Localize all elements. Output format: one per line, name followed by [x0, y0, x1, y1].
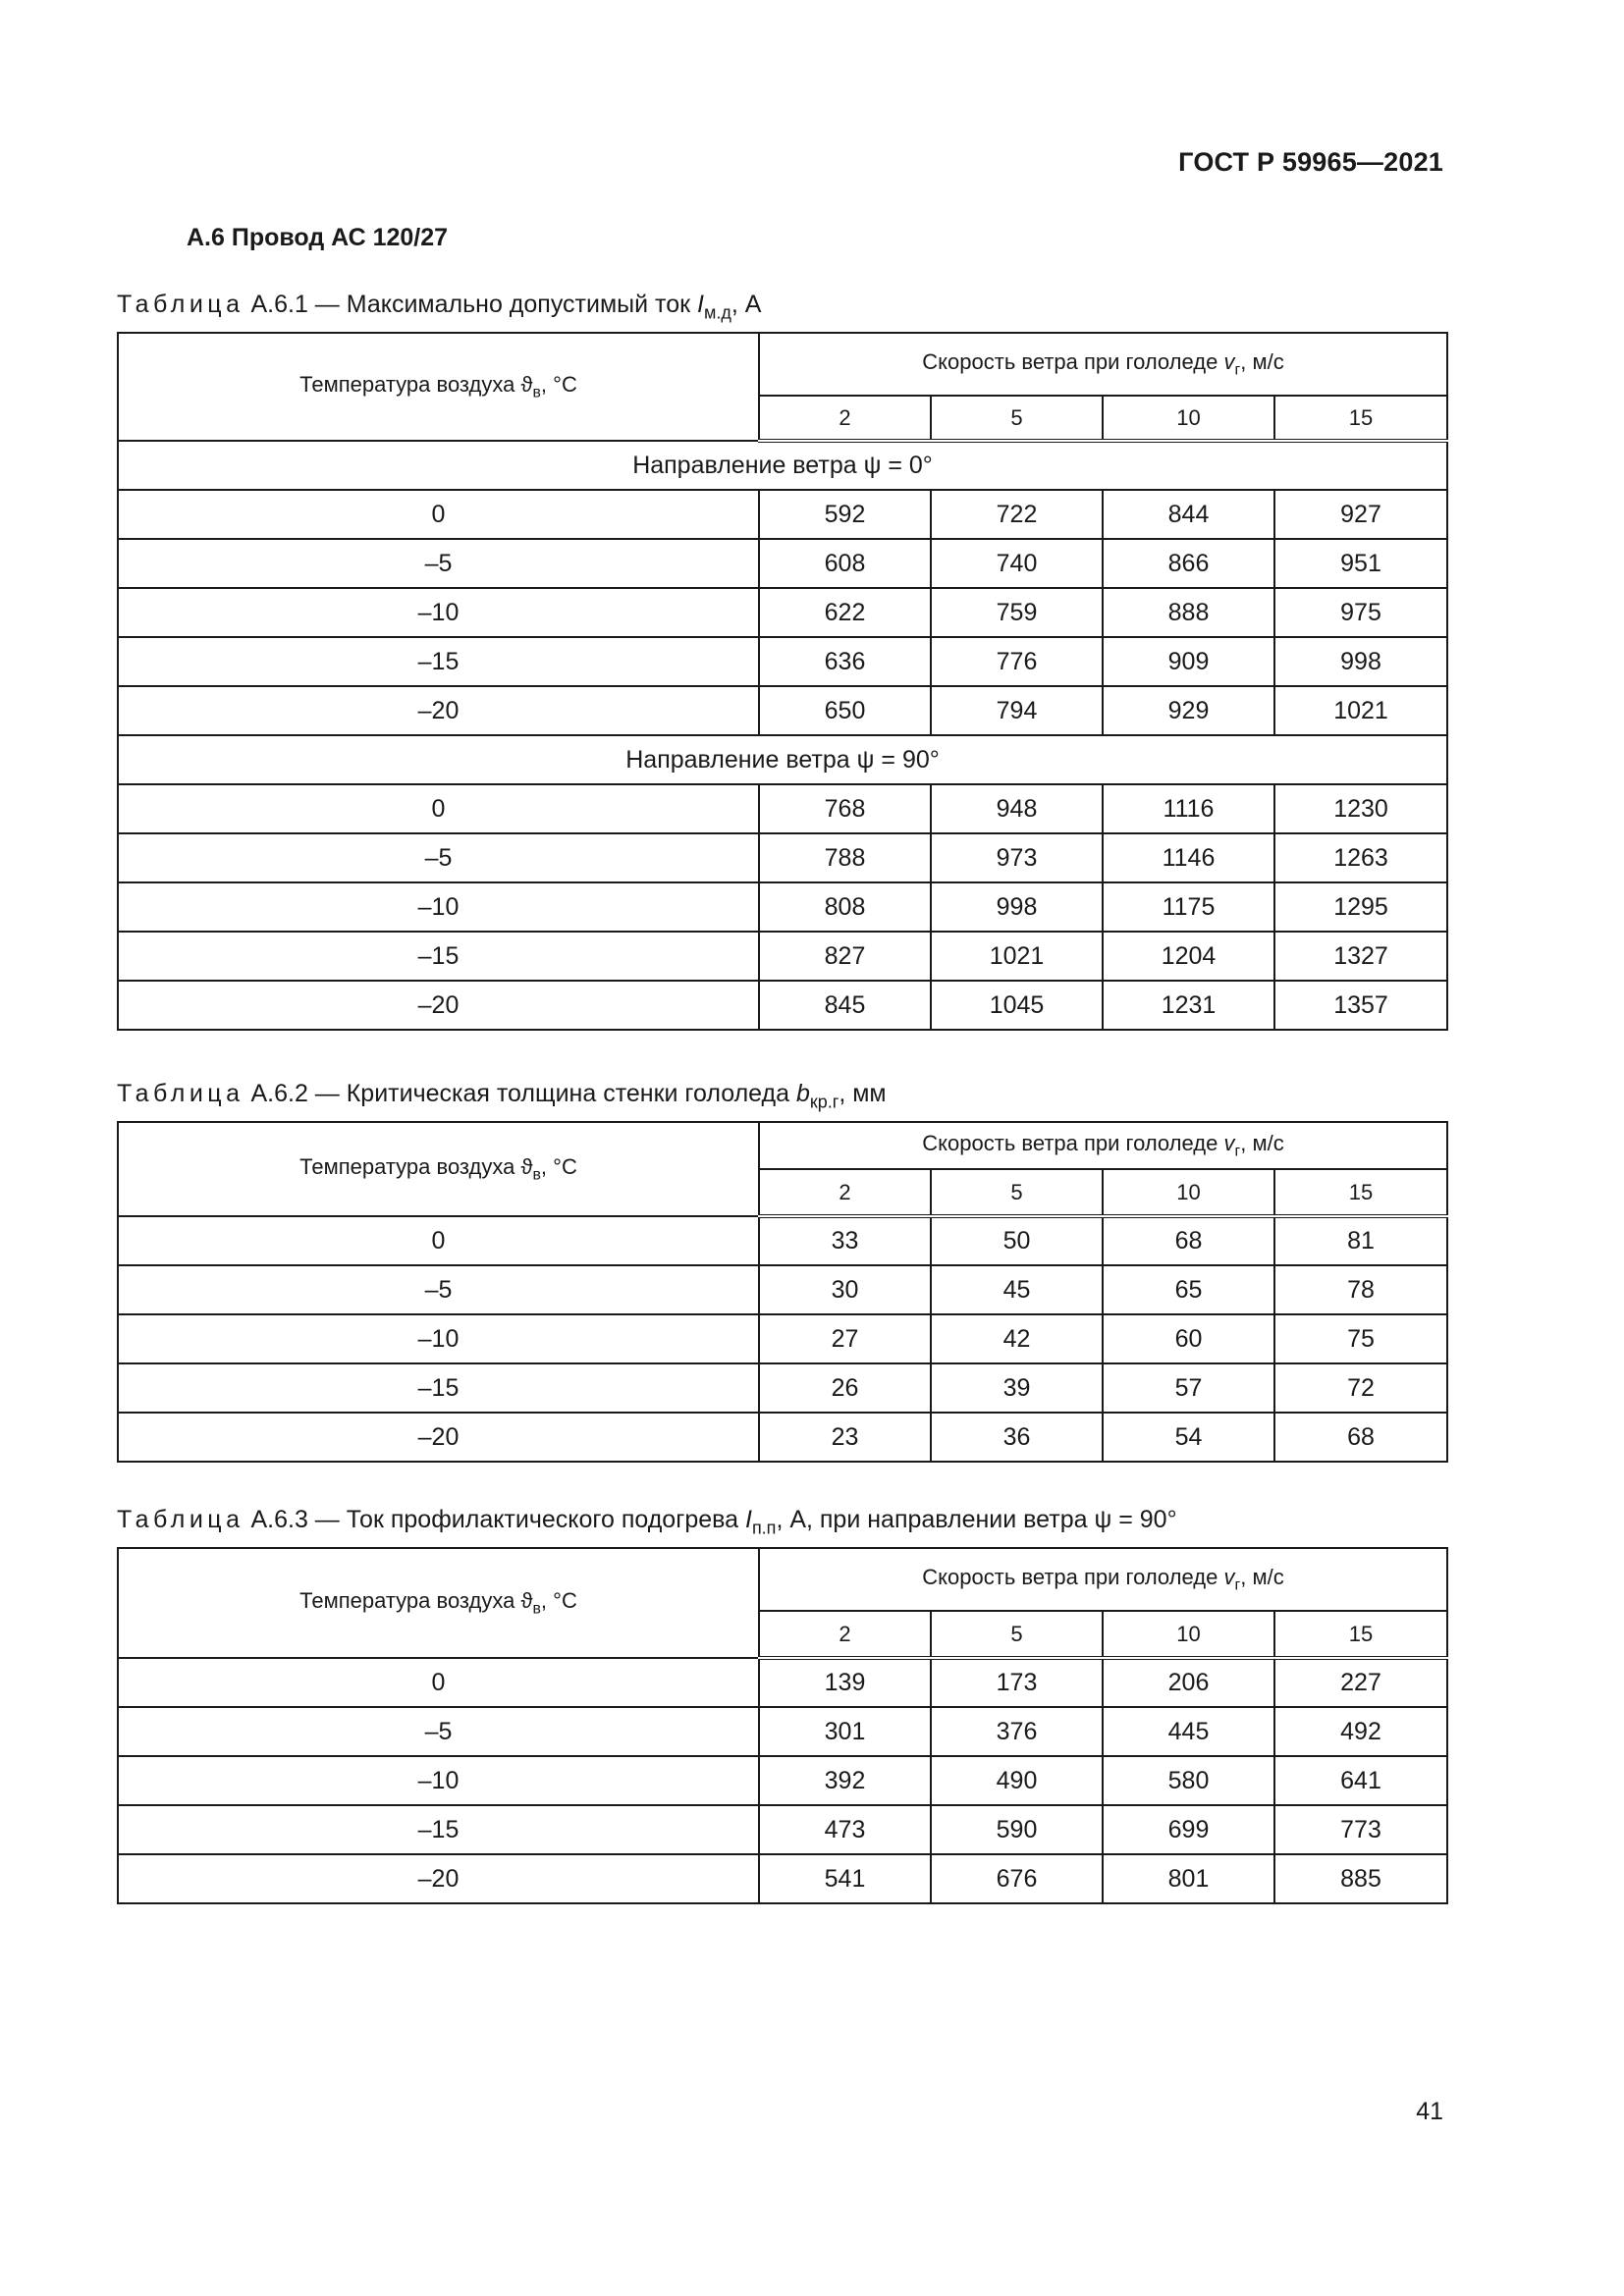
- table-row: [118, 686, 1447, 735]
- temp-cell: 0: [118, 784, 759, 833]
- wind-header-sub: г: [1234, 361, 1241, 379]
- value-cell: 1231: [1103, 981, 1274, 1030]
- table1-caption-unit: , А: [731, 291, 762, 318]
- value-cell: 998: [931, 882, 1103, 932]
- wind-header-unit: , м/с: [1240, 1130, 1284, 1155]
- value-cell: 676: [931, 1854, 1103, 1903]
- temp-cell: –20: [118, 981, 759, 1030]
- value-cell: 206: [1103, 1658, 1274, 1707]
- temp-cell: –5: [118, 833, 759, 882]
- value-cell: 68: [1274, 1413, 1447, 1462]
- table2-caption-text: А.6.2 — Критическая толщина стенки гололеда: [244, 1080, 796, 1107]
- wind-header-unit: , м/с: [1240, 348, 1284, 374]
- value-cell: 773: [1274, 1805, 1447, 1854]
- wind-header-text: Скорость ветра при гололеде: [922, 1130, 1224, 1155]
- value-cell: 580: [1103, 1756, 1274, 1805]
- table3-caption-text: А.6.3 — Ток профилактического подогрева: [244, 1506, 745, 1533]
- table2-speed-cell: 10: [1103, 1169, 1274, 1216]
- temp-cell: –20: [118, 686, 759, 735]
- value-cell: 392: [759, 1756, 931, 1805]
- temp-cell: –10: [118, 588, 759, 637]
- page-number: 41: [1416, 2098, 1443, 2125]
- wind-header-sub: г: [1234, 1576, 1241, 1594]
- value-cell: 26: [759, 1363, 931, 1413]
- table-row: [118, 932, 1447, 981]
- value-cell: 636: [759, 637, 931, 686]
- table1-caption-sub: м.д: [703, 302, 731, 323]
- value-cell: 885: [1274, 1854, 1447, 1903]
- table3-speed-cell: 15: [1274, 1611, 1447, 1658]
- value-cell: 78: [1274, 1265, 1447, 1314]
- table-row: [118, 1658, 1447, 1707]
- value-cell: 227: [1274, 1658, 1447, 1707]
- table-row: [118, 784, 1447, 833]
- table3-speed-cell: 5: [931, 1611, 1103, 1658]
- value-cell: 1175: [1103, 882, 1274, 932]
- table2-caption: [117, 1080, 887, 1112]
- value-cell: 75: [1274, 1314, 1447, 1363]
- value-cell: 641: [1274, 1756, 1447, 1805]
- table-row: [118, 539, 1447, 588]
- table3-caption-sub: п.п: [751, 1518, 777, 1538]
- group-row: [118, 441, 1447, 490]
- value-cell: 909: [1103, 637, 1274, 686]
- temp-cell: 0: [118, 1658, 759, 1707]
- table3-header-row: [118, 1548, 1447, 1611]
- temp-header-text: Температура воздуха ϑ: [299, 1587, 533, 1613]
- value-cell: 33: [759, 1216, 931, 1265]
- temp-cell: –20: [118, 1413, 759, 1462]
- wind-direction-heading: Направление ветра ψ = 0°: [118, 441, 1447, 490]
- temp-cell: –15: [118, 932, 759, 981]
- table2-speed-cell: 15: [1274, 1169, 1447, 1216]
- value-cell: 699: [1103, 1805, 1274, 1854]
- value-cell: 951: [1274, 539, 1447, 588]
- temp-cell: –5: [118, 1707, 759, 1756]
- temp-header-text: Температура воздуха ϑ: [299, 1153, 533, 1179]
- table1-wind-header: [759, 333, 1447, 396]
- value-cell: 590: [931, 1805, 1103, 1854]
- temp-cell: –15: [118, 1363, 759, 1413]
- temp-cell: –10: [118, 1756, 759, 1805]
- value-cell: 768: [759, 784, 931, 833]
- table1: [117, 332, 1448, 1031]
- table2-header-row: [118, 1122, 1447, 1169]
- table-row: [118, 637, 1447, 686]
- table3-caption-label: Таблица: [117, 1506, 244, 1533]
- value-cell: 445: [1103, 1707, 1274, 1756]
- group-row: [118, 735, 1447, 784]
- wind-header-var: v: [1223, 1130, 1235, 1155]
- value-cell: 541: [759, 1854, 931, 1903]
- value-cell: 998: [1274, 637, 1447, 686]
- table1-caption-var: I: [696, 291, 704, 318]
- table-row: [118, 1265, 1447, 1314]
- value-cell: 788: [759, 833, 931, 882]
- value-cell: 42: [931, 1314, 1103, 1363]
- document-id: ГОСТ Р 59965—2021: [1178, 147, 1443, 177]
- value-cell: 844: [1103, 490, 1274, 539]
- table3-wind-header: [759, 1548, 1447, 1611]
- value-cell: 973: [931, 833, 1103, 882]
- table2: [117, 1121, 1448, 1463]
- value-cell: 592: [759, 490, 931, 539]
- value-cell: 1263: [1274, 833, 1447, 882]
- table1-speed-cell: 2: [759, 396, 931, 441]
- value-cell: 776: [931, 637, 1103, 686]
- value-cell: 72: [1274, 1363, 1447, 1413]
- table1-caption-label: Таблица: [117, 291, 244, 318]
- value-cell: 139: [759, 1658, 931, 1707]
- value-cell: 975: [1274, 588, 1447, 637]
- table-row: [118, 1756, 1447, 1805]
- temp-cell: –5: [118, 1265, 759, 1314]
- temp-header-unit: , °С: [540, 1153, 577, 1179]
- table3: [117, 1547, 1448, 1904]
- temp-cell: –15: [118, 637, 759, 686]
- value-cell: 1021: [931, 932, 1103, 981]
- table-row: [118, 833, 1447, 882]
- table-row: [118, 1363, 1447, 1413]
- table2-caption-unit: , мм: [839, 1080, 887, 1107]
- value-cell: 1146: [1103, 833, 1274, 882]
- section-title: А.6 Провод АС 120/27: [187, 224, 449, 251]
- value-cell: 81: [1274, 1216, 1447, 1265]
- value-cell: 866: [1103, 539, 1274, 588]
- temp-header-sub: в: [532, 1600, 541, 1618]
- value-cell: 888: [1103, 588, 1274, 637]
- value-cell: 23: [759, 1413, 931, 1462]
- value-cell: 650: [759, 686, 931, 735]
- table-row: [118, 981, 1447, 1030]
- wind-header-var: v: [1223, 348, 1235, 374]
- value-cell: 1204: [1103, 932, 1274, 981]
- value-cell: 948: [931, 784, 1103, 833]
- value-cell: 492: [1274, 1707, 1447, 1756]
- table2-speed-cell: 5: [931, 1169, 1103, 1216]
- table-row: [118, 1413, 1447, 1462]
- table1-speed-cell: 10: [1103, 396, 1274, 441]
- table1-speed-cell: 15: [1274, 396, 1447, 441]
- value-cell: 1021: [1274, 686, 1447, 735]
- temp-cell: 0: [118, 1216, 759, 1265]
- value-cell: 27: [759, 1314, 931, 1363]
- table2-caption-var: b: [795, 1080, 810, 1107]
- value-cell: 45: [931, 1265, 1103, 1314]
- temp-cell: –10: [118, 1314, 759, 1363]
- temp-header-text: Температура воздуха ϑ: [299, 371, 533, 397]
- table-row: [118, 1805, 1447, 1854]
- value-cell: 1327: [1274, 932, 1447, 981]
- value-cell: 622: [759, 588, 931, 637]
- value-cell: 490: [931, 1756, 1103, 1805]
- value-cell: 608: [759, 539, 931, 588]
- table3-speed-cell: 10: [1103, 1611, 1274, 1658]
- table1-speed-cell: 5: [931, 396, 1103, 441]
- wind-header-sub: г: [1234, 1143, 1241, 1160]
- table2-temp-header: [118, 1122, 759, 1216]
- value-cell: 827: [759, 932, 931, 981]
- value-cell: 473: [759, 1805, 931, 1854]
- value-cell: 60: [1103, 1314, 1274, 1363]
- value-cell: 173: [931, 1658, 1103, 1707]
- value-cell: 54: [1103, 1413, 1274, 1462]
- temp-cell: –5: [118, 539, 759, 588]
- table3-temp-header: [118, 1548, 759, 1658]
- value-cell: 36: [931, 1413, 1103, 1462]
- temp-header-unit: , °С: [540, 371, 577, 397]
- table3-caption: [117, 1506, 1177, 1538]
- table3-caption-unit: , А, при направлении ветра ψ = 90°: [776, 1506, 1177, 1533]
- value-cell: 57: [1103, 1363, 1274, 1413]
- temp-cell: –20: [118, 1854, 759, 1903]
- value-cell: 50: [931, 1216, 1103, 1265]
- table1-header-row: [118, 333, 1447, 396]
- value-cell: 39: [931, 1363, 1103, 1413]
- value-cell: 1230: [1274, 784, 1447, 833]
- table1-temp-header: [118, 333, 759, 441]
- table3-caption-var: I: [744, 1506, 752, 1533]
- temp-cell: –15: [118, 1805, 759, 1854]
- value-cell: 301: [759, 1707, 931, 1756]
- wind-header-text: Скорость ветра при гололеде: [922, 1564, 1224, 1589]
- value-cell: 65: [1103, 1265, 1274, 1314]
- value-cell: 927: [1274, 490, 1447, 539]
- value-cell: 376: [931, 1707, 1103, 1756]
- table2-caption-sub: кр.г: [809, 1092, 839, 1112]
- temp-cell: –10: [118, 882, 759, 932]
- value-cell: 808: [759, 882, 931, 932]
- value-cell: 929: [1103, 686, 1274, 735]
- table-row: [118, 588, 1447, 637]
- value-cell: 759: [931, 588, 1103, 637]
- table-row: [118, 1854, 1447, 1903]
- temp-header-unit: , °С: [540, 1587, 577, 1613]
- value-cell: 1357: [1274, 981, 1447, 1030]
- wind-header-var: v: [1223, 1564, 1235, 1589]
- value-cell: 740: [931, 539, 1103, 588]
- value-cell: 722: [931, 490, 1103, 539]
- table-row: [118, 1314, 1447, 1363]
- table-row: [118, 490, 1447, 539]
- table1-caption-text: А.6.1 — Максимально допустимый ток: [244, 291, 697, 318]
- value-cell: 1116: [1103, 784, 1274, 833]
- value-cell: 845: [759, 981, 931, 1030]
- table2-speed-cell: 2: [759, 1169, 931, 1216]
- table-row: [118, 1216, 1447, 1265]
- table2-caption-label: Таблица: [117, 1080, 244, 1107]
- temp-cell: 0: [118, 490, 759, 539]
- table-row: [118, 1707, 1447, 1756]
- temp-header-sub: в: [532, 1166, 541, 1184]
- value-cell: 30: [759, 1265, 931, 1314]
- wind-direction-heading: Направление ветра ψ = 90°: [118, 735, 1447, 784]
- table2-wind-header: [759, 1122, 1447, 1169]
- table1-caption: [117, 291, 761, 323]
- temp-header-sub: в: [532, 384, 541, 401]
- value-cell: 68: [1103, 1216, 1274, 1265]
- value-cell: 1295: [1274, 882, 1447, 932]
- table3-speed-cell: 2: [759, 1611, 931, 1658]
- table-row: [118, 882, 1447, 932]
- value-cell: 794: [931, 686, 1103, 735]
- value-cell: 801: [1103, 1854, 1274, 1903]
- wind-header-text: Скорость ветра при гололеде: [922, 348, 1224, 374]
- wind-header-unit: , м/с: [1240, 1564, 1284, 1589]
- value-cell: 1045: [931, 981, 1103, 1030]
